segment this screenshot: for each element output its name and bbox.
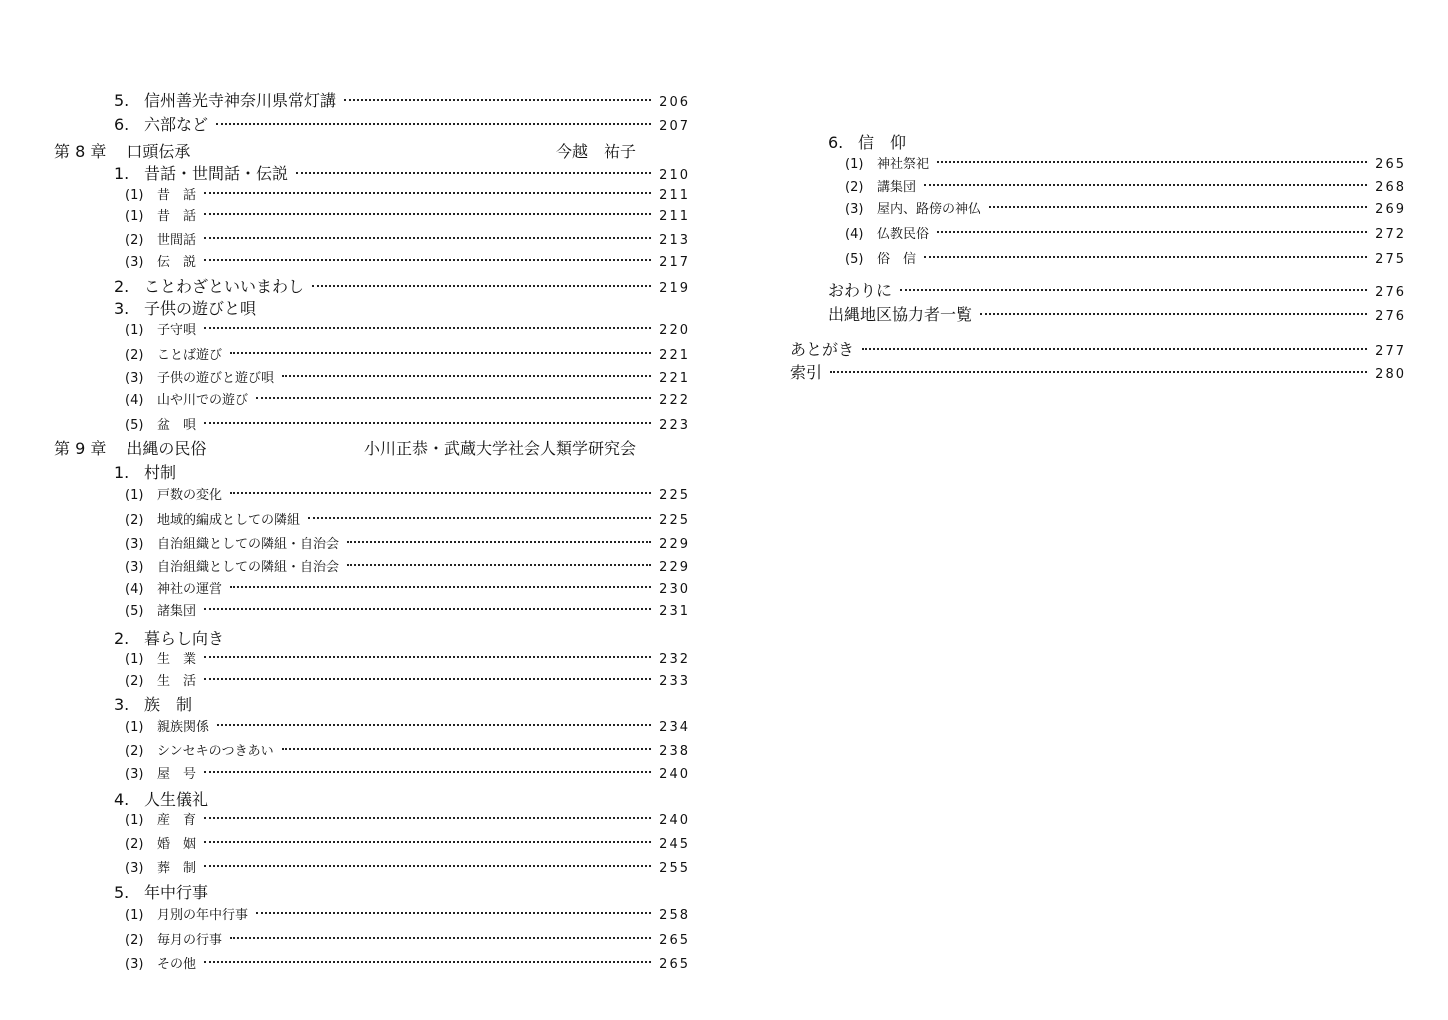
entry-title: 屋 号 xyxy=(157,767,197,782)
dot-leader xyxy=(256,912,651,914)
dot-leader xyxy=(204,961,651,963)
entry-number: (3) xyxy=(125,767,144,782)
entry-title: 索引 xyxy=(790,363,823,382)
entry-label xyxy=(125,533,339,552)
dot-leader xyxy=(217,724,651,726)
toc-entry[interactable] xyxy=(125,716,690,740)
page-number: 229 xyxy=(659,560,690,575)
entry-number: (2) xyxy=(125,933,144,948)
dot-leader xyxy=(924,184,1367,186)
page-number: 268 xyxy=(1375,180,1406,195)
entry-number: 4. xyxy=(114,790,130,809)
entry-number: (1) xyxy=(125,720,144,735)
entry-label xyxy=(790,360,822,383)
entry-title: 昔 話 xyxy=(157,209,197,224)
page-number: 234 xyxy=(659,720,690,735)
entry-title: 昔 話 xyxy=(157,188,197,203)
page-number: 222 xyxy=(659,393,690,408)
entry-title: 伝 説 xyxy=(157,255,197,270)
entry-label xyxy=(54,139,190,162)
entry-title: 信州善光寺神奈川県常灯講 xyxy=(144,91,337,110)
entry-label xyxy=(125,484,222,503)
chapter-heading[interactable] xyxy=(54,436,206,460)
toc-entry[interactable] xyxy=(125,556,690,580)
entry-number: (2) xyxy=(125,744,144,759)
entry-label xyxy=(114,692,192,715)
dot-leader xyxy=(204,656,651,658)
entry-label xyxy=(125,184,196,203)
entry-label xyxy=(125,600,196,619)
entry-title: あとがき xyxy=(790,340,855,359)
entry-label xyxy=(125,344,222,363)
entry-number: 1. xyxy=(114,463,130,482)
toc-entry[interactable] xyxy=(125,833,690,857)
page-number: 211 xyxy=(659,188,690,203)
toc-entry[interactable] xyxy=(114,787,690,811)
toc-entry[interactable] xyxy=(114,88,690,112)
dot-leader xyxy=(312,285,651,287)
toc-entry[interactable] xyxy=(125,809,690,833)
dot-leader xyxy=(204,678,651,680)
dot-leader xyxy=(900,289,1367,291)
page-number: 225 xyxy=(659,513,690,528)
toc-entry[interactable] xyxy=(125,319,690,343)
entry-title: ことわざといいまわし xyxy=(144,277,305,296)
dot-leader xyxy=(204,327,651,329)
entry-title: 暮らし向き xyxy=(144,629,225,648)
entry-title: 出縄の民俗 xyxy=(126,439,207,458)
dot-leader xyxy=(230,586,651,588)
entry-title: 戸数の変化 xyxy=(157,488,223,503)
entry-title: 信 仰 xyxy=(858,133,907,152)
dot-leader xyxy=(937,231,1367,233)
toc-entry[interactable] xyxy=(125,367,690,391)
entry-title: 葬 制 xyxy=(157,861,197,876)
entry-label xyxy=(125,953,196,972)
page-number: 233 xyxy=(659,674,690,689)
toc-entry[interactable] xyxy=(125,648,690,672)
dot-leader xyxy=(230,492,651,494)
toc-entry[interactable] xyxy=(828,130,1406,154)
page-number: 265 xyxy=(659,933,690,948)
page-number: 210 xyxy=(659,168,690,183)
toc-entry[interactable] xyxy=(114,626,690,650)
entry-number: (4) xyxy=(845,227,864,242)
entry-number: 2. xyxy=(114,277,130,296)
entry-label xyxy=(125,389,248,408)
entry-number: 5. xyxy=(114,91,130,110)
entry-label xyxy=(125,833,196,852)
entry-title: 子供の遊びと遊び唄 xyxy=(157,371,275,386)
dot-leader xyxy=(980,313,1367,315)
toc-entry[interactable] xyxy=(114,112,690,136)
entry-label xyxy=(125,929,222,948)
dot-leader xyxy=(282,748,651,750)
entry-number: (2) xyxy=(845,180,864,195)
entry-label xyxy=(845,176,916,195)
entry-number: 第 8 章 xyxy=(54,142,107,161)
page-number: 276 xyxy=(1375,285,1406,300)
entry-label xyxy=(125,414,196,433)
entry-label xyxy=(125,809,196,828)
dot-leader xyxy=(204,237,651,239)
dot-leader xyxy=(937,161,1367,163)
entry-title: おわりに xyxy=(828,281,893,300)
toc-entry[interactable] xyxy=(845,198,1406,222)
dot-leader xyxy=(296,172,651,174)
page-number: 238 xyxy=(659,744,690,759)
toc-entry[interactable] xyxy=(114,880,690,904)
entry-title: シンセキのつきあい xyxy=(157,744,274,759)
entry-label xyxy=(125,556,339,575)
dot-leader xyxy=(347,564,651,566)
entry-label xyxy=(114,626,224,649)
page-number: 276 xyxy=(1375,309,1406,324)
toc-entry[interactable] xyxy=(114,692,690,716)
entry-number: (1) xyxy=(125,188,144,203)
page-number: 232 xyxy=(659,652,690,667)
entry-number: (5) xyxy=(125,418,144,433)
entry-label xyxy=(114,88,336,111)
toc-entry[interactable] xyxy=(790,337,1406,361)
entry-label xyxy=(125,648,196,667)
dot-leader xyxy=(862,348,1367,350)
entry-label xyxy=(125,716,209,735)
dot-leader xyxy=(204,841,651,843)
page-number: 221 xyxy=(659,348,690,363)
entry-title: 地域的編成としての隣組 xyxy=(157,513,301,528)
entry-title: 神社祭祀 xyxy=(877,157,930,172)
chapter-author: 小川正恭・武蔵大学社会人類学研究会 xyxy=(363,439,636,458)
toc-entry[interactable] xyxy=(845,153,1406,177)
dot-leader xyxy=(204,259,651,261)
dot-leader xyxy=(216,123,651,125)
entry-label xyxy=(114,880,208,903)
entry-label xyxy=(114,112,208,135)
toc-entry[interactable] xyxy=(114,161,690,185)
entry-label xyxy=(125,904,248,923)
page-number: 207 xyxy=(659,119,690,134)
toc-entry[interactable] xyxy=(125,251,690,275)
dot-leader xyxy=(230,937,651,939)
dot-leader xyxy=(204,422,651,424)
chapter-author: 今越 祐子 xyxy=(555,142,636,161)
page-number: 272 xyxy=(1375,227,1406,242)
entry-number: (5) xyxy=(845,252,864,267)
toc-entry[interactable] xyxy=(125,389,690,413)
toc-entry[interactable] xyxy=(828,278,1406,302)
entry-title: 婚 姻 xyxy=(157,837,197,852)
entry-title: 神社の運営 xyxy=(157,582,223,597)
toc-entry[interactable] xyxy=(845,223,1406,247)
page-number: 211 xyxy=(659,209,690,224)
entry-number: (3) xyxy=(125,255,144,270)
dot-leader xyxy=(204,608,651,610)
entry-label xyxy=(125,670,196,689)
entry-title: 諸集団 xyxy=(157,604,197,619)
entry-number: (3) xyxy=(845,202,864,217)
entry-label xyxy=(114,161,288,184)
entry-number: (3) xyxy=(125,957,144,972)
entry-label xyxy=(790,337,854,360)
toc-entry[interactable] xyxy=(125,344,690,368)
entry-label xyxy=(125,205,196,224)
entry-number: (1) xyxy=(125,652,144,667)
page-number: 230 xyxy=(659,582,690,597)
page-number: 258 xyxy=(659,908,690,923)
entry-title: 生 活 xyxy=(157,674,197,689)
entry-title: 人生儀礼 xyxy=(144,790,209,809)
entry-title: 口頭伝承 xyxy=(126,142,191,161)
toc-entry[interactable] xyxy=(125,670,690,694)
dot-leader xyxy=(344,99,651,101)
page-number: 213 xyxy=(659,233,690,248)
entry-title: 仏教民俗 xyxy=(877,227,930,242)
entry-title: 自治組織としての隣組・自治会 xyxy=(157,537,340,552)
page-number: 219 xyxy=(659,281,690,296)
entry-title: 族 制 xyxy=(144,695,193,714)
entry-number: (3) xyxy=(125,861,144,876)
entry-label xyxy=(125,319,196,338)
entry-label xyxy=(125,740,274,759)
entry-title: その他 xyxy=(157,957,197,972)
page-number: 255 xyxy=(659,861,690,876)
entry-label xyxy=(845,198,981,217)
toc-entry[interactable] xyxy=(114,296,690,320)
page-number: 206 xyxy=(659,95,690,110)
entry-number: 3. xyxy=(114,299,130,318)
entry-number: (1) xyxy=(125,813,144,828)
toc-entry[interactable] xyxy=(828,302,1406,326)
page-number: 223 xyxy=(659,418,690,433)
toc-entry[interactable] xyxy=(125,414,690,438)
entry-number: 1. xyxy=(114,164,130,183)
page-number: 240 xyxy=(659,813,690,828)
dot-leader xyxy=(204,817,651,819)
entry-label xyxy=(114,787,208,810)
entry-title: 子守唄 xyxy=(157,323,197,338)
entry-title: 産 育 xyxy=(157,813,197,828)
entry-title: 子供の遊びと唄 xyxy=(144,299,257,318)
page-number: 221 xyxy=(659,371,690,386)
dot-leader xyxy=(830,371,1367,373)
toc-entry[interactable] xyxy=(125,578,690,602)
entry-label xyxy=(845,153,929,172)
entry-title: ことば遊び xyxy=(157,348,223,363)
entry-number: 3. xyxy=(114,695,130,714)
entry-number: (1) xyxy=(845,157,864,172)
entry-label xyxy=(54,436,206,459)
entry-number: 第 9 章 xyxy=(54,439,107,458)
toc-entry[interactable] xyxy=(125,600,690,624)
entry-number: (3) xyxy=(125,371,144,386)
page-number: 269 xyxy=(1375,202,1406,217)
entry-title: 自治組織としての隣組・自治会 xyxy=(157,560,340,575)
entry-number: (1) xyxy=(125,323,144,338)
entry-title: 出縄地区協力者一覧 xyxy=(828,305,973,324)
entry-title: 六部など xyxy=(144,115,209,134)
entry-title: 親族関係 xyxy=(157,720,210,735)
toc-entry[interactable] xyxy=(125,229,690,253)
dot-leader xyxy=(308,517,651,519)
entry-number: 2. xyxy=(114,629,130,648)
entry-number: (4) xyxy=(125,393,144,408)
entry-number: 5. xyxy=(114,883,130,902)
entry-title: 生 業 xyxy=(157,652,197,667)
toc-entry[interactable] xyxy=(845,176,1406,200)
entry-title: 俗 信 xyxy=(877,252,917,267)
entry-title: 山や川での遊び xyxy=(157,393,249,408)
entry-label xyxy=(114,274,304,297)
page-number: 277 xyxy=(1375,344,1406,359)
toc-entry[interactable] xyxy=(125,763,690,787)
toc-entry[interactable] xyxy=(845,248,1406,272)
toc-entry[interactable] xyxy=(125,484,690,508)
dot-leader xyxy=(924,256,1367,258)
entry-label xyxy=(125,509,300,528)
page-number: 225 xyxy=(659,488,690,503)
entry-label xyxy=(125,251,196,270)
entry-label xyxy=(845,248,916,267)
toc-entry[interactable] xyxy=(125,509,690,533)
entry-number: (4) xyxy=(125,582,144,597)
entry-label xyxy=(114,460,176,483)
entry-label xyxy=(125,857,196,876)
page-number: 231 xyxy=(659,604,690,619)
toc-entry[interactable] xyxy=(114,274,690,298)
entry-title: 年中行事 xyxy=(144,883,209,902)
dot-leader xyxy=(230,352,651,354)
page-number: 229 xyxy=(659,537,690,552)
toc-entry[interactable] xyxy=(125,205,690,229)
page-number: 280 xyxy=(1375,367,1406,382)
page-number: 217 xyxy=(659,255,690,270)
toc-entry[interactable] xyxy=(125,929,690,953)
entry-title: 昔話・世間話・伝説 xyxy=(144,164,289,183)
dot-leader xyxy=(204,192,651,194)
entry-label xyxy=(845,223,929,242)
entry-label xyxy=(828,302,972,325)
entry-label xyxy=(125,578,222,597)
entry-title: 月別の年中行事 xyxy=(157,908,249,923)
entry-number: (3) xyxy=(125,560,144,575)
page-number: 220 xyxy=(659,323,690,338)
toc-entry[interactable] xyxy=(125,904,690,928)
toc-entry[interactable] xyxy=(125,953,690,977)
entry-label xyxy=(125,763,196,782)
entry-number: (2) xyxy=(125,513,144,528)
dot-leader xyxy=(204,213,651,215)
page-number: 275 xyxy=(1375,252,1406,267)
entry-title: 盆 唄 xyxy=(157,418,197,433)
page-number: 265 xyxy=(659,957,690,972)
entry-number: (1) xyxy=(125,488,144,503)
entry-label xyxy=(125,229,196,248)
entry-title: 毎月の行事 xyxy=(157,933,223,948)
chapter-heading[interactable] xyxy=(54,139,190,163)
toc-entry[interactable] xyxy=(114,460,690,484)
entry-label xyxy=(125,367,274,386)
toc-entry[interactable] xyxy=(125,740,690,764)
entry-number: (2) xyxy=(125,348,144,363)
page-number: 265 xyxy=(1375,157,1406,172)
entry-number: 6. xyxy=(828,133,844,152)
dot-leader xyxy=(282,375,651,377)
dot-leader xyxy=(204,771,651,773)
entry-number: (2) xyxy=(125,233,144,248)
entry-title: 屋内、路傍の神仏 xyxy=(877,202,982,217)
toc-entry[interactable] xyxy=(125,533,690,557)
entry-title: 世間話 xyxy=(157,233,197,248)
dot-leader xyxy=(256,397,651,399)
toc-entry[interactable] xyxy=(125,857,690,881)
toc-entry[interactable] xyxy=(790,360,1406,384)
page-number: 245 xyxy=(659,837,690,852)
entry-number: (5) xyxy=(125,604,144,619)
entry-number: 6. xyxy=(114,115,130,134)
entry-number: (2) xyxy=(125,674,144,689)
entry-number: (1) xyxy=(125,209,144,224)
entry-title: 村制 xyxy=(144,463,177,482)
entry-number: (1) xyxy=(125,908,144,923)
dot-leader xyxy=(347,541,651,543)
entry-label xyxy=(114,296,256,319)
page-number: 240 xyxy=(659,767,690,782)
dot-leader xyxy=(204,865,651,867)
entry-number: (3) xyxy=(125,537,144,552)
entry-label xyxy=(828,130,906,153)
entry-title: 講集団 xyxy=(877,180,917,195)
entry-label xyxy=(828,278,892,301)
dot-leader xyxy=(989,206,1367,208)
entry-number: (2) xyxy=(125,837,144,852)
